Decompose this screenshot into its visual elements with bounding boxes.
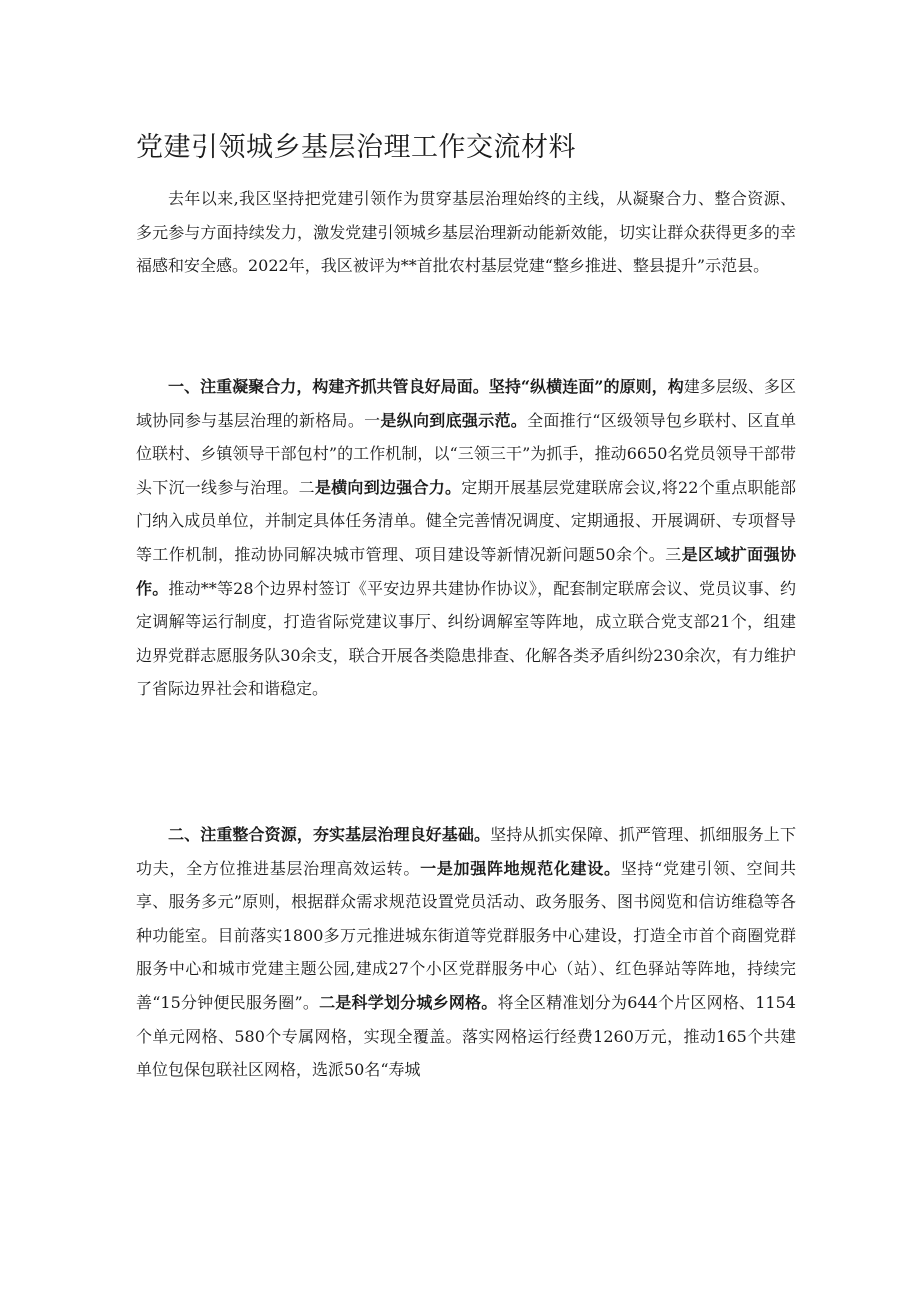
text-segment: 推动**等28个边界村签订《平安边界共建协作协议》，配套制定联席会议、党员议事、约定调解等运行制度，打造省际党建议事厅、纠纷调解室等阵地，成立联合党支部21个，组建边界党群志愿服务队30余支，联合开展各类隐患排查、化解各类矛盾纠纷230余次，有力维护了省际边界社会和谐稳定。 — [136, 578, 796, 699]
text-segment: 坚持从抓实保障、抓严管理、抓细服务上下功夫，全方位推进基层治理高效运转。 — [136, 825, 796, 878]
subheading-bold: 二是科学划分城乡网格。 — [319, 992, 498, 1012]
subheading-bold: 一是加强阵地规范化建设。 — [420, 858, 621, 878]
subheading-bold: 是纵向到底强示范。 — [380, 410, 528, 430]
text-segment: 将全区精准划分为644个片区网格、1154个单元网格、580个专属网格，实现全覆盖。落实网格运行经费1260万元，推动165个共建单位包保包联社区网格，选派50名“寿城 — [136, 992, 796, 1080]
paragraph-section-two — [136, 818, 796, 1087]
subheading-bold: 是区域扩面强协作。 — [136, 544, 796, 598]
text-segment: 全面推行“区级领导包乡联村、区直单位联村、乡镇领导干部包村”的工作机制，以“三领三干”为抓手，推动6650名党员领导干部带头下沉一线参与治理。二 — [136, 410, 796, 497]
paragraph-section-one — [136, 370, 796, 706]
text-segment: 建多层级、多区域协同参与基层治理的新格局。一 — [136, 377, 796, 430]
document-title: 党建引领城乡基层治理工作交流材料 — [136, 132, 576, 163]
text-segment: 定期开展基层党建联席会议,将22个重点职能部门纳入成员单位，并制定具体任务清单。健全完善情况调度、定期通报、开展调研、专项督导等工作机制，推动协同解决城市管理、项目建设等新情况新问题50余个。三 — [136, 477, 796, 564]
paragraph-intro — [136, 182, 796, 283]
text-segment: 坚持“党建引领、空间共享、服务多元”原则，根据群众需求规范设置党员活动、政务服务、图书阅览和信访维稳等各种功能室。目前落实1800多万元推进城东街道等党群服务中心建设，打造全市首个商圈党群服务中心和城市党建主题公园,建成27个小区党群服务中心（站）、红色驿站等阵地，持续完善“15分钟便民服务圈”。 — [136, 858, 796, 1012]
section-heading-bold: 一、注重凝聚合力，构建齐抓共管良好局面。坚持“纵横连面”的原则，构 — [168, 377, 684, 396]
subheading-bold: 是横向到边强合力。 — [314, 477, 462, 497]
text-segment: 去年以来,我区坚持把党建引领作为贯穿基层治理始终的主线，从凝聚合力、整合资源、多元参与方面持续发力，激发党建引领城乡基层治理新动能新效能，切实让群众获得更多的幸福感和安全感。2022年，我区被评为**首批农村基层党建“整乡推进、整县提升”示范县。 — [136, 189, 796, 276]
section-heading-bold: 二、注重整合资源，夯实基层治理良好基础。 — [168, 825, 491, 844]
